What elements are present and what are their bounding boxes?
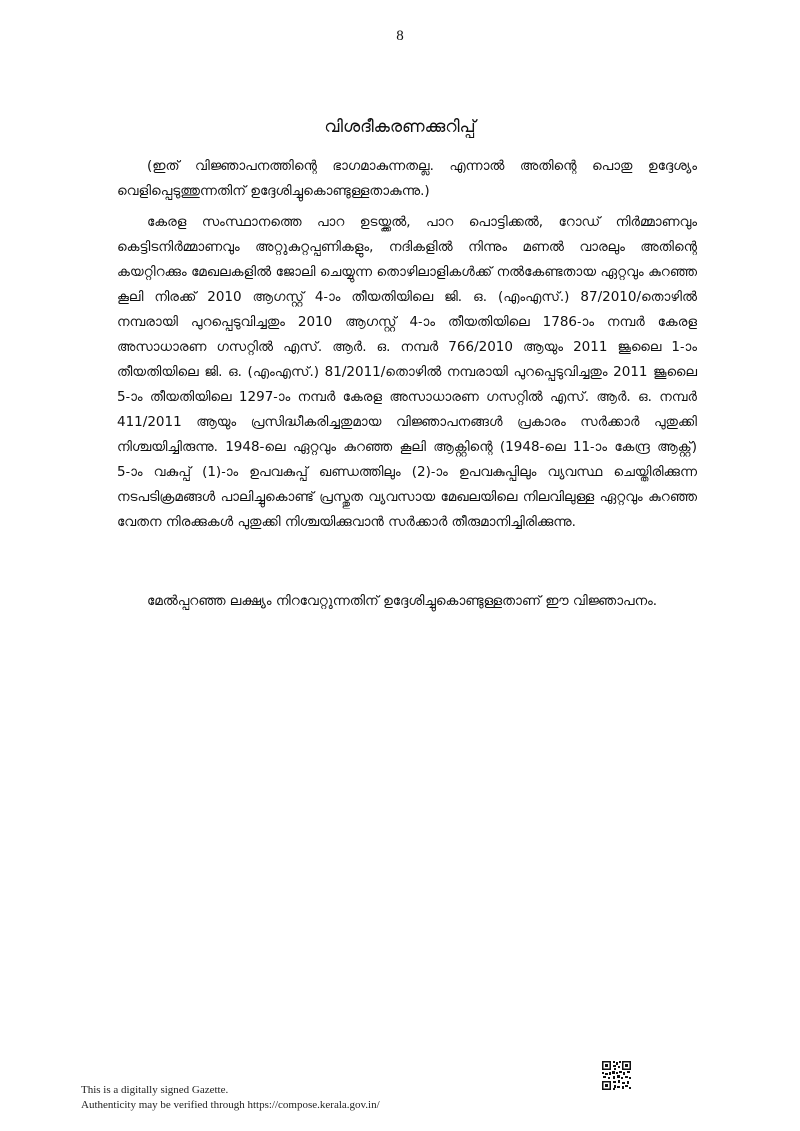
footer-verification-link: Authenticity may be verified through https://compose.kerala.gov.in/ bbox=[81, 1099, 380, 1111]
body-paragraph-text: കേരള സംസ്ഥാനത്തെ പാറ ഉടയ്ക്കൽ, പാറ പൊട്ടിക്കൽ, റോഡ് നിർമ്മാണവും കെട്ടിടനിർമ്മാണവും അറ്റുകുറ്റപ്പണികളും, നദികളിൽ നിന്നും മണൽ വാരലും അതിന്റെ കയറ്റിറക്കും മേഖലകളിൽ ജോലി ചെയ്യുന്ന തൊഴിലാളികൾക്ക് നൽകേണ്ടതായ ഏറ്റവും കുറഞ്ഞ കൂലി നിരക്ക് 2010 ആഗസ്റ്റ് 4-ാം തീയതിയിലെ ജി. ഒ. (എംഎസ്.) 87/2010/തൊഴിൽ നമ്പരായി പുറപ്പെടുവിച്ചതും 2010 ആഗസ്റ്റ് 4-ാം തീയതിയിലെ 1786-ാം നമ്പർ കേരള അസാധാരണ ഗസറ്റിൽ എസ്. ആർ. ഒ. നമ്പർ 766/2010 ആയും 2011 ജൂലൈ 1-ാം തീയതിയിലെ ജി. ഒ. (എംഎസ്.) 81/2011/തൊഴിൽ നമ്പരായി പുറപ്പെടുവിച്ചതും 2011 ജൂലൈ 5-ാം തീയതിയിലെ 1297-ാം നമ്പർ കേരള അസാധാരണ ഗസറ്റിൽ എസ്. ആർ. ഒ. നമ്പർ 411/2011 ആയും പ്രസിദ്ധീകരിച്ചതുമായ വിജ്ഞാപനങ്ങൾ പ്രകാരം സർക്കാർ പുതുക്കി നിശ്ചയിച്ചിരുന്നു. 1948-ലെ ഏറ്റവും കുറഞ്ഞ കൂലി ആക്റ്റിന്റെ (1948-ലെ 11-ാം കേന്ദ്ര ആക്റ്റ്) 5-ാം വകുപ്പ് (1)-ാം ഉപവകുപ്പ് ഖണ്ഡത്തിലും (2)-ാം ഉപവകുപ്പിലും വ്യവസ്ഥ ചെയ്തിരിക്കുന്ന നടപടിക്രമങ്ങൾ പാലിച്ചുകൊണ്ട് പ്രസ്തുത വ്യവസായ മേഖലയിലെ നിലവിലുള്ള ഏറ്റവും കുറഞ്ഞ വേതന നിരക്കുകൾ പുതുക്കി നിശ്ചയിക്കുവാൻ സർക്കാർ തീരുമാനിച്ചിരിക്കുന്നു. bbox=[117, 214, 697, 530]
closing-paragraph-text: മേൽപ്പറഞ്ഞ ലക്ഷ്യം നിറവേറ്റുന്നതിന് ഉദ്ദേശിച്ചുകൊണ്ടുള്ളതാണ് ഈ വിജ്ഞാപനം. bbox=[147, 593, 658, 609]
explanatory-note-text: (ഇത് വിജ്ഞാപനത്തിന്റെ ഭാഗമാകുന്നതല്ല. എന്നാൽ അതിന്റെ പൊതു ഉദ്ദേശ്യം വെളിപ്പെടുത്തുന്നതിന് ഉദ്ദേശിച്ചുകൊണ്ടുള്ളതാകുന്നു.) bbox=[117, 158, 697, 199]
explanatory-note bbox=[117, 154, 697, 204]
footer-signed-notice: This is a digitally signed Gazette. bbox=[81, 1084, 229, 1096]
qr-code-icon bbox=[601, 1060, 632, 1091]
document-heading: വിശദീകരണക്കുറിപ്പ് bbox=[324, 117, 476, 137]
gazette-footer bbox=[81, 1083, 380, 1113]
closing-paragraph bbox=[117, 589, 697, 614]
page-number: 8 bbox=[396, 28, 404, 44]
body-paragraph bbox=[117, 210, 697, 535]
